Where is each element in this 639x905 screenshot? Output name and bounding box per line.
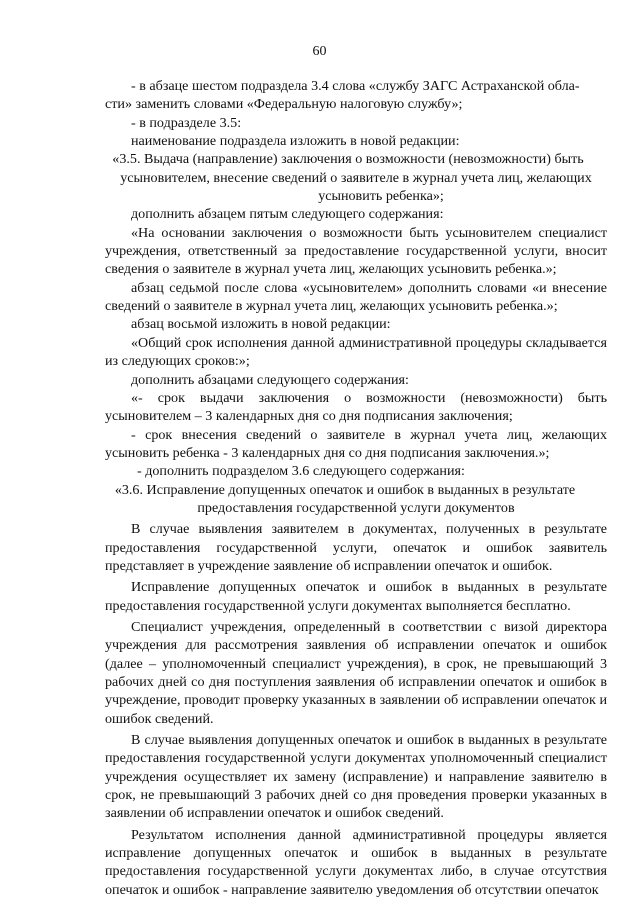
paragraph-add-3-6: - дополнить подразделом 3.6 следующего содержания: (137, 463, 465, 480)
paragraph-seventh-abzac: абзац седьмой после слова «усыновителем» дополнить словами «и внесение сведений о заявителе в журнал учета лиц, желающих усыновить ребенка.»; (105, 279, 607, 315)
paragraph-eighth-abzac: абзац восьмой изложить в новой редакции: (131, 316, 391, 333)
paragraph-specialist-check: Специалист учреждения, определенный в соответствии с визой директора учреждения для рассмотрения заявления об исправлении опечаток и ошибок (далее – уполномоченный специалист учреждения), в срок, не превышающий 3 рабочих дней со дня поступления заявления об исправлении опечаток и ошибок в учреждение, проводит проверку указанных в заявлении об исправлении опечаток и ошибок сведений. (105, 618, 607, 727)
paragraph-add-fifth: дополнить абзацем пятым следующего содержания: (131, 206, 444, 223)
paragraph-result: Результатом исполнения данной административной процедуры является исправление допущенных опечаток и ошибок в выданных в результате предоставления государственной услуги документах либо, в случае отсутствия опечаток и ошибок - направление заявителю уведомления об отсутствии опечаток (105, 826, 607, 898)
paragraph-quote-conclusion: «На основании заключения о возможности быть усыновителем специалист учреждения, ответственный за предоставление государственной услуги, вносит сведения о заявителе в журнал учета лиц, желающих усыновить ребенка.»; (105, 224, 607, 278)
paragraph-title-new-edition: наименование подраздела изложить в новой редакции: (131, 133, 460, 150)
heading-3-6-line2: предоставления государственной услуги документов (197, 499, 515, 516)
paragraph-quote-general-term: «Общий срок исполнения данной административной процедуры складывается из следующих сроков:»; (105, 334, 607, 370)
paragraph-amend-3-4-cont: сти» заменить словами «Федеральную налоговую службу»; (105, 96, 463, 113)
paragraph-term-issuance: «- срок выдачи заключения о возможности (невозможности) быть усыновителем – 3 календарных дня со дня подписания заключения; (105, 389, 607, 425)
heading-3-5-line2: усыновителем, внесение сведений о заявителе в журнал учета лиц, желающих (120, 169, 592, 186)
paragraph-free-correction: Исправление допущенных опечаток и ошибок в выданных в результате предоставления государственной услуги документах выполняется бесплатно. (105, 579, 607, 614)
heading-3-6-line1: «3.6. Исправление допущенных опечаток и ошибок в выданных в результате (114, 481, 576, 498)
paragraph-amend-3-4: - в абзаце шестом подраздела 3.4 слова «службу ЗАГС Астраханской обла- (131, 78, 580, 94)
heading-3-5-line1: «3.5. Выдача (направление) заключения о возможности (невозможности) быть (112, 151, 584, 168)
heading-3-5-line3: усыновить ребенка»; (318, 188, 444, 205)
page-number: 60 (312, 44, 327, 59)
document-body (105, 77, 607, 899)
paragraph-replacement: В случае выявления допущенных опечаток и ошибок в выданных в результате предоставления государственной услуги документах уполномоченный специалист учреждения осуществляет их замену (исправление) и направление заявителю в срок, не превышающий 3 рабочих дней со дня проведения проверки указанных в заявлении об исправлении опечаток и ошибок сведений. (105, 732, 607, 822)
paragraph-subsection-3-5: - в подразделе 3.5: (131, 114, 242, 131)
paragraph-term-registry: - срок внесения сведений о заявителе в журнал учета лиц, желающих усыновить ребенка - 3 календарных дня со дня подписания заключения.»; (105, 426, 607, 461)
paragraph-add-abzacs: дополнить абзацами следующего содержания: (131, 371, 409, 388)
paragraph-errors-detected: В случае выявления заявителем в документах, полученных в результате предоставления государственной услуги, опечаток и ошибок заявитель представляет в учреждение заявление об исправлении опечаток и ошибок. (105, 521, 607, 574)
